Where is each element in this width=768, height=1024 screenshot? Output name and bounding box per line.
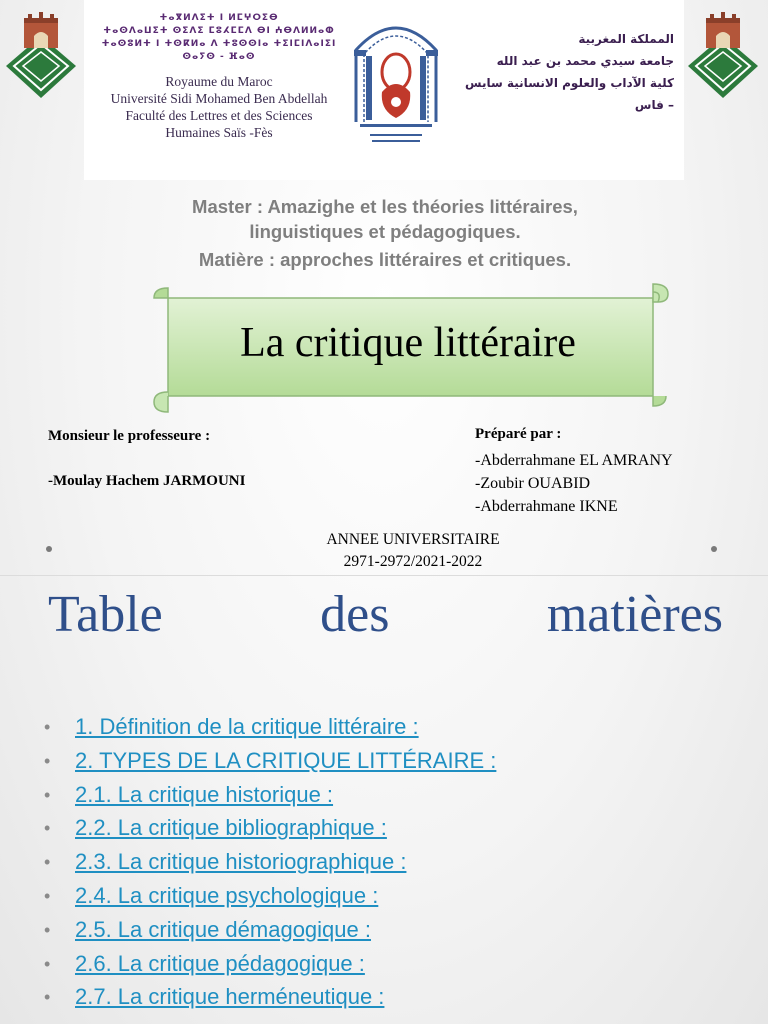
toc-heading-word: matières <box>546 586 723 643</box>
moroccan-gate-emblem-icon <box>2 6 80 104</box>
tifinagh-line: ⵙⴰⵢⵙ - ⴼⴰⵙ <box>182 52 256 62</box>
toc-heading-word: des <box>320 586 390 643</box>
toc-heading-word: Table <box>48 586 163 643</box>
tifinagh-line: ⵜⴰⵙⵓⵍⵜ ⵏ ⵜⵙⴽⵍⴰ ⴷ ⵜⵓⵙⵙⵏⴰ ⵜⵉⵏⵎⵏⴷⴰⵏⵉⵏ <box>101 39 337 49</box>
toc-link[interactable]: 2.1. La critique historique : <box>75 781 334 807</box>
toc-link[interactable]: 2.7. La critique herméneutique : <box>75 984 385 1010</box>
toc-item <box>40 811 740 845</box>
student-name: -Abderrahmane IKNE <box>475 498 618 515</box>
bullet-icon: • <box>44 717 51 737</box>
french-line: Faculté des Lettres et des Sciences <box>125 108 313 123</box>
toc-item <box>40 845 740 879</box>
bullet-icon: • <box>44 987 51 1008</box>
master-program <box>110 194 660 272</box>
matiere-line: Matière : approches littéraires et critiques. <box>198 249 572 270</box>
toc-heading <box>48 583 723 647</box>
university-header <box>84 0 684 180</box>
page-title: La critique littéraire <box>240 320 576 366</box>
university-logo-icon <box>346 10 446 160</box>
toc-item <box>40 947 740 981</box>
bullet-icon: • <box>44 784 51 805</box>
arabic-line: جامعة سيدي محمد بن عبد الله <box>496 54 674 68</box>
professor-name: -Moulay Hachem JARMOUNI <box>48 473 246 489</box>
prepared-by-list <box>475 449 673 518</box>
bullet-icon: • <box>44 953 51 974</box>
prepared-by-label: Préparé par : <box>475 426 562 442</box>
toc-list <box>40 710 740 1014</box>
bullet-icon: • <box>44 818 51 839</box>
french-line: Université Sidi Mohamed Ben Abdellah <box>110 91 328 106</box>
arabic-line: كلية الآداب والعلوم الانسانية سايس – فاس <box>465 76 674 112</box>
toc-item <box>40 710 740 744</box>
tifinagh-line: ⵜⴰⵙⴷⴰⵡⵉⵜ ⵙⵉⴷⵉ ⵎⵓⵃⵎⵎⴷ ⴱⵏ ⵄⴱⴷⵍⵍⴰⵀ <box>103 26 335 36</box>
toc-link[interactable]: 2.4. La critique psychologique : <box>75 882 379 908</box>
master-line: Master : Amazighe et les théories littéraires, <box>192 196 578 217</box>
student-name: -Abderrahmane EL AMRANY <box>475 452 673 469</box>
moroccan-gate-emblem-icon <box>684 6 762 104</box>
toc-item <box>40 913 740 947</box>
tifinagh-line: ⵜⴰⴳⵍⴷⵉⵜ ⵏ ⵍⵎⵖⵔⵉⴱ <box>159 13 279 23</box>
toc-link[interactable]: 2.3. La critique historiographique : <box>75 849 407 875</box>
toc-item <box>40 778 740 812</box>
toc-link[interactable]: 2.6. La critique pédagogique : <box>75 950 365 976</box>
master-line: linguistiques et pédagogiques. <box>249 221 521 242</box>
toc-item <box>40 879 740 913</box>
bullet-dot <box>46 546 52 552</box>
student-name: -Zoubir OUABID <box>475 475 591 492</box>
arabic-line: المملكة المغربية <box>578 32 674 46</box>
french-line: Royaume du Maroc <box>165 74 273 89</box>
toc-link[interactable]: 2.2. La critique bibliographique : <box>75 815 387 841</box>
toc-link[interactable]: 1. Définition de la critique littéraire : <box>75 714 419 739</box>
toc-item <box>40 980 740 1014</box>
toc-item <box>40 744 740 778</box>
arabic-header <box>464 28 674 116</box>
professor-label: Monsieur le professeure : <box>48 428 211 444</box>
french-header <box>84 73 354 141</box>
toc-link[interactable]: 2. TYPES DE LA CRITIQUE LITTÉRAIRE : <box>75 747 497 773</box>
french-line: Humaines Saïs -Fès <box>165 125 273 140</box>
academic-year-value: 2971-2972/2021-2022 <box>343 553 483 570</box>
academic-year <box>263 529 563 573</box>
bullet-dot <box>711 546 717 552</box>
toc-link[interactable]: 2.5. La critique démagogique : <box>75 916 371 942</box>
tifinagh-header <box>84 12 354 64</box>
page-divider <box>0 575 768 576</box>
bullet-icon: • <box>44 919 51 940</box>
bullet-icon: • <box>44 852 51 873</box>
bullet-icon: • <box>44 750 51 771</box>
academic-year-label: ANNEE UNIVERSITAIRE <box>326 531 500 548</box>
bullet-icon: • <box>44 885 51 906</box>
